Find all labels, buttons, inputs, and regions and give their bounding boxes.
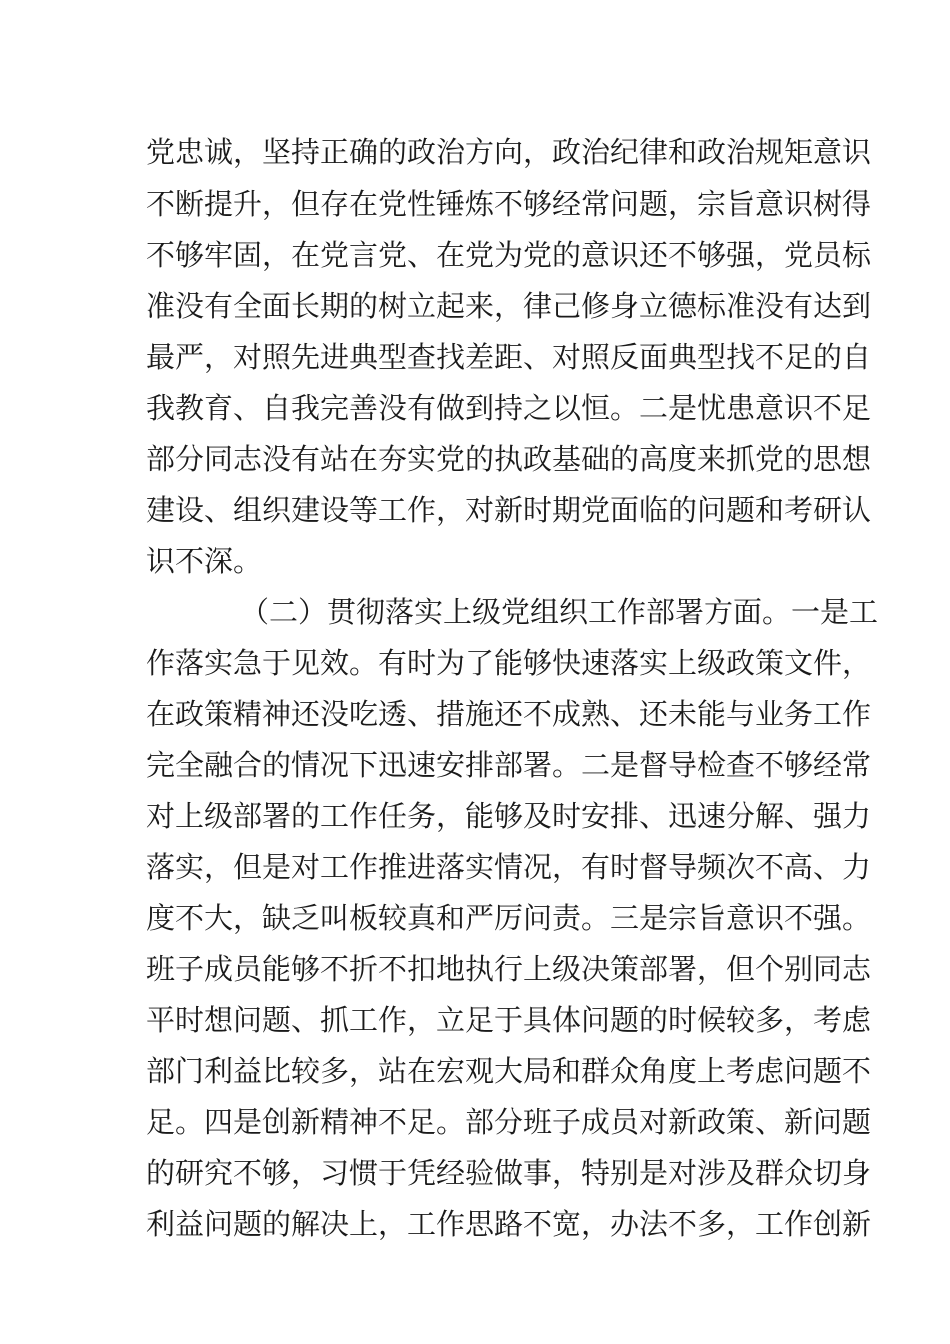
text-line: 部分同志没有站在夯实党的执政基础的高度来抓党的思想: [146, 442, 872, 476]
text-line: 对上级部署的工作任务，能够及时安排、迅速分解、强力: [146, 799, 872, 833]
text-line: 识不深。: [146, 544, 263, 578]
text-line: 的研究不够，习惯于凭经验做事，特别是对涉及群众切身: [146, 1156, 872, 1190]
text-line: 完全融合的情况下迅速安排部署。二是督导检查不够经常: [146, 748, 872, 782]
text-line: 建设、组织建设等工作，对新时期党面临的问题和考研认: [146, 493, 872, 527]
text-line: 不断提升，但存在党性锤炼不够经常问题，宗旨意识树得: [146, 187, 872, 221]
text-line: 不够牢固，在党言党、在党为党的意识还不够强，党员标: [146, 238, 872, 272]
text-line: 班子成员能够不折不扣地执行上级决策部署，但个别同志: [146, 952, 872, 986]
text-line: 利益问题的解决上，工作思路不宽，办法不多，工作创新: [146, 1207, 872, 1241]
text-line: 度不大，缺乏叫板较真和严厉问责。三是宗旨意识不强。: [146, 901, 872, 935]
section-heading-line: （二）贯彻落实上级党组织工作部署方面。一是工: [240, 595, 879, 629]
text-line: 我教育、自我完善没有做到持之以恒。二是忧患意识不足: [146, 391, 872, 425]
text-line: 最严，对照先进典型查找差距、对照反面典型找不足的自: [146, 340, 872, 374]
text-line: 准没有全面长期的树立起来，律己修身立德标准没有达到: [146, 289, 872, 323]
text-line: 部门利益比较多，站在宏观大局和群众角度上考虑问题不: [146, 1054, 872, 1088]
text-line: 平时想问题、抓工作，立足于具体问题的时候较多，考虑: [146, 1003, 872, 1037]
text-line: 落实，但是对工作推进落实情况，有时督导频次不高、力: [146, 850, 872, 884]
text-line: 党忠诚，坚持正确的政治方向，政治纪律和政治规矩意识: [146, 135, 872, 169]
text-line: 在政策精神还没吃透、措施还不成熟、还未能与业务工作: [146, 697, 872, 731]
text-line: 足。四是创新精神不足。部分班子成员对新政策、新问题: [146, 1105, 872, 1139]
text-line: 作落实急于见效。有时为了能够快速落实上级政策文件，: [146, 646, 872, 680]
